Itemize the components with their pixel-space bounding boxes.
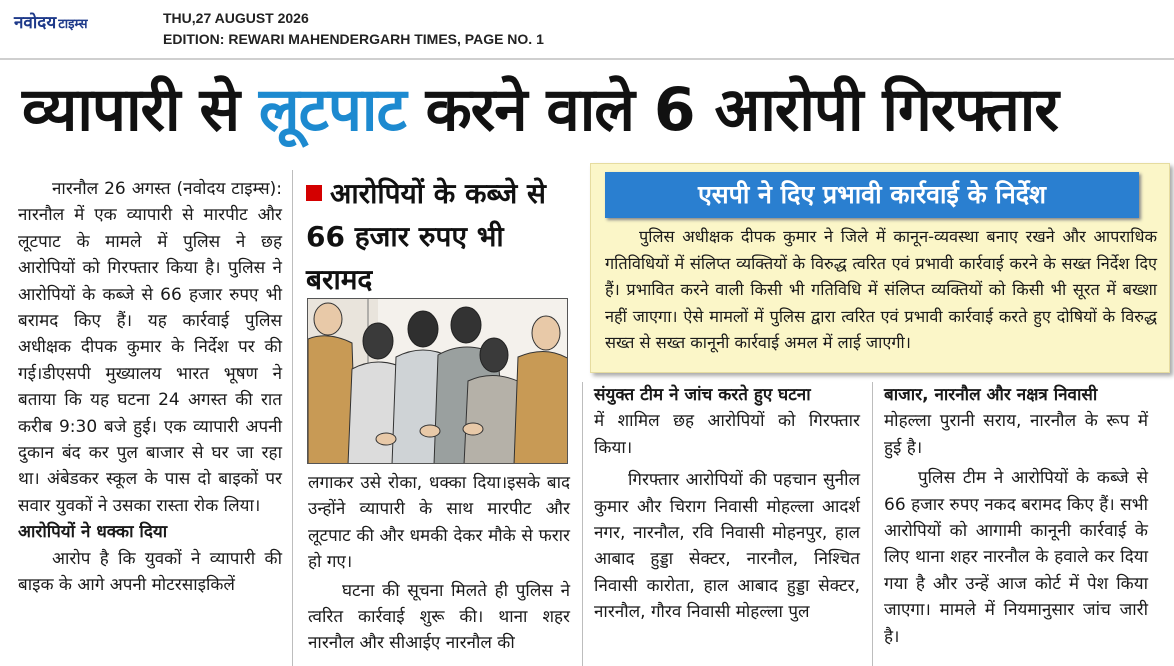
column-1-paragraph-1: नारनौल 26 अगस्त (नवोदय टाइम्स): नारनौल में एक व्यापारी से मारपीट और लूटपाट के मामले में पुलिस ने छह आरोपियों को गिरफ्तार किया है। पुलिस ने आरोपियों के कब्जे से 66 हजार रुपए भी बरामद किए हैं। यह कार्रवाई पुलिस अधीक्षक दीपक कुमार के निर्देश पर की गई।डीएसपी मुख्यालय भारत भूषण ने बताया कि यह घटना 24 अगस्त की रात करीब 9:30 बजे हुई। एक व्यापारी अपनी दुकान बंद कर पुल बाजार से घर जा रहा था। अंबेडकर स्कूल के पास दो बाइकों पर सवार युवकों ने उसका रास्ता रोक लिया। <box>18 179 282 516</box>
column-4-paragraph-2: पुलिस टीम ने आरोपियों के कब्जे से 66 हजार रुपए नकद बरामद किए हैं। सभी आरोपियों को आगामी कानूनी कार्रवाई के लिए थाना शहर नारनौल के हवाले कर दिया गया है और उन्हें आज कोर्ट में पेश किया जाएगा। मामले में नियमानुसार जांच जारी है। <box>884 468 1148 647</box>
column-2-paragraph-2: घटना की सूचना मिलते ही पुलिस ने त्वरित कार्रवाई शुरू की। थाना शहर नारनौल और सीआईए नारनौल की <box>308 580 570 654</box>
inset-heading <box>306 172 568 301</box>
sp-directive-box <box>590 163 1170 373</box>
column-divider-1 <box>292 170 293 666</box>
column-3-paragraph-1: में शामिल छह आरोपियों को गिरफ्तार किया। <box>594 411 860 458</box>
edition-info <box>163 8 544 50</box>
red-square-bullet-icon <box>306 185 322 201</box>
column-4-paragraph-1: मोहल्ला पुरानी सराय, नारनौल के रूप में हुई है। <box>884 411 1148 458</box>
article-column-2 <box>308 470 570 657</box>
column-3-lead-line: संयुक्त टीम ने जांच करते हुए घटना <box>594 385 811 405</box>
column-1-paragraph-2: आरोप है कि युवकों ने व्यापारी की बाइक के आगे अपनी मोटरसाइकिलें <box>18 548 282 596</box>
column-4-lead-line: बाजार, नारनौल और नक्षत्र निवासी <box>884 385 1098 405</box>
column-1-subheading: आरोपियों ने धक्का दिया <box>18 522 168 543</box>
sp-directive-body: पुलिस अधीक्षक दीपक कुमार ने जिले में कानून-व्यवस्था बनाए रखने और आपराधिक गतिविधियों में संलिप्त व्यक्तियों के विरुद्ध त्वरित एवं प्रभावी कार्रवाई करने के सख्त निर्देश दिए हैं। प्रभावित करने वाली किसी भी गतिविधि में संलिप्त व्यक्तियों को किसी भी सूरत में बख्शा नहीं जाएगा। ऐसे मामलों में पुलिस द्वारा त्वरित एवं प्रभावी कार्रवाई करते हुए दोषियों के विरुद्ध सख्त से सख्त कानूनी कार्रवाई अमल में लाई जाएगी। <box>605 227 1157 353</box>
headline-part-1: व्यापारी से <box>22 75 259 145</box>
sp-directive-title: एसपी ने दिए प्रभावी कार्रवाई के निर्देश <box>605 172 1139 218</box>
page-header <box>0 0 1174 58</box>
newspaper-logo[interactable] <box>14 10 88 33</box>
article-column-1 <box>18 176 282 599</box>
column-divider-2 <box>582 382 583 666</box>
article-headline <box>22 70 1162 150</box>
article-column-3 <box>594 382 860 626</box>
logo-sub-text: टाइम्स <box>58 17 88 32</box>
column-divider-3 <box>872 382 873 666</box>
inset-heading-text: आरोपियों के कब्जे से 66 हजार रुपए भी बरामद <box>306 177 546 296</box>
edition-name: EDITION: REWARI MAHENDERGARH TIMES, PAGE NO. 1 <box>163 31 544 47</box>
arrest-illustration <box>307 298 568 464</box>
column-3-paragraph-2: गिरफ्तार आरोपियों की पहचान सुनील कुमार और चिराग निवासी मोहल्ला आदर्श नगर, नारनौल, रवि निवासी मोहनपुर, हाल आबाद हुड्डा सेक्टर, नारनौल, निश्चित निवासी कारोता, हाल आबाद हुड्डा सेक्टर, नारनौल, गौरव निवासी मोहल्ला पुल <box>594 470 860 623</box>
headline-part-2: करने वाले 6 आरोपी गिरफ्तार <box>405 75 1058 145</box>
edition-date: THU,27 AUGUST 2026 <box>163 10 309 26</box>
logo-main-text: नवोदय <box>14 13 57 33</box>
article-column-4 <box>884 382 1148 650</box>
arrest-illustration-drawing <box>308 299 568 464</box>
headline-highlight: लूटपाट <box>258 75 406 145</box>
column-2-paragraph-1: लगाकर उसे रोका, धक्का दिया।इसके बाद उन्होंने व्यापारी के साथ मारपीट और लूटपाट की और धमकी देकर मौके से फरार हो गए। <box>308 473 570 573</box>
